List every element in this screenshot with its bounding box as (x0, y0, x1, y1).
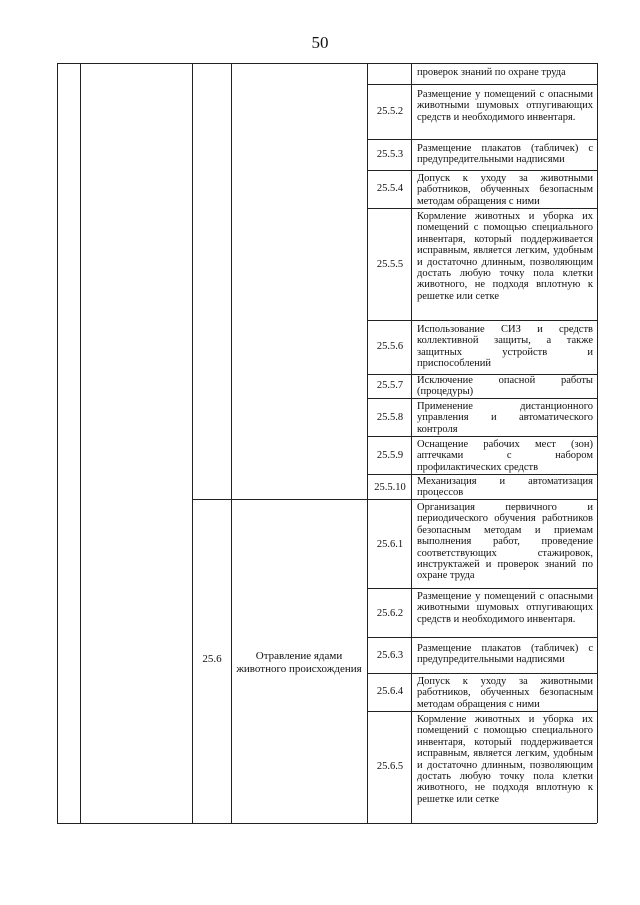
table-top-border (57, 63, 597, 64)
table-bottom-border (57, 823, 597, 824)
measure-text: Допуск к уходу за животными работников, обученных безопасным методам обращения с ними (417, 173, 593, 207)
measure-number: 25.5.7 (376, 380, 404, 391)
measure-number: 25.6.3 (376, 650, 404, 661)
measure-text: Оснащение рабочих мест (зон) аптечками с набором профилактических средств (417, 439, 593, 473)
row-border (367, 673, 597, 674)
measure-number: 25.5.3 (376, 149, 404, 160)
measure-text: Допуск к уходу за животными работников, обученных безопасным методам обращения с ними (417, 676, 593, 710)
measure-text: Размещение у помещений с опасными животными шумовых отпугивающих средств и необходимого инвентаря. (417, 591, 593, 625)
measure-text: проверок знаний по охране труда (417, 67, 566, 78)
measure-number: 25.5.2 (376, 106, 404, 117)
measure-number: 25.5.9 (376, 450, 404, 461)
page-number: 50 (311, 33, 329, 52)
row-border (367, 208, 597, 209)
row-border (367, 588, 597, 589)
measure-text: Размещение у помещений с опасными животными шумовых отпугивающих средств и необходимого инвентаря. (417, 89, 593, 123)
col-border (411, 63, 412, 823)
row-border (367, 139, 597, 140)
col-border (192, 63, 193, 823)
measure-number: 25.5.4 (376, 183, 404, 194)
measure-text: Кормление животных и уборка их помещений с помощью специального инвентаря, который поддерживается исправным, является легким, удобным и достаточно длинным, позволяющим достать любую точку пола клетки животного, не подходя вплотную к решетке или сетке (417, 211, 593, 302)
measure-text: Кормление животных и уборка их помещений с помощью специального инвентаря, который поддерживается исправным, является легким, удобным и достаточно длинным, позволяющим достать любую точку пола клетки животного, не подходя вплотную к решетке или сетке (417, 714, 593, 805)
measure-text: Организация первичного и периодического обучения работников безопасным методам и приемам выполнения работ, проведение соответствующих стажировок, инструктажей и проверок знаний по охране труда (417, 502, 593, 582)
col-border (57, 63, 58, 823)
row-border (367, 84, 597, 85)
row-border (367, 320, 597, 321)
row-border (367, 398, 597, 399)
measure-number: 25.6.4 (376, 686, 404, 697)
measure-number: 25.5.6 (376, 341, 404, 352)
section-title: Отравление ядами животного происхождения (236, 650, 362, 675)
measure-number: 25.5.5 (376, 259, 404, 270)
row-border (367, 436, 597, 437)
col-border (367, 63, 368, 823)
measure-number: 25.6.2 (376, 608, 404, 619)
measure-text: Размещение плакатов (табличек) с предупредительными надписями (417, 643, 593, 666)
measure-text: Использование СИЗ и средств коллективной защиты, а также защитных устройств и приспособлений (417, 324, 593, 370)
measure-text: Размещение плакатов (табличек) с предупредительными надписями (417, 143, 593, 166)
row-border (367, 474, 597, 475)
measure-text: Исключение опасной работы (процедуры) (417, 375, 593, 398)
section-border (192, 499, 597, 500)
section-number: 25.6 (202, 653, 222, 665)
row-border (367, 711, 597, 712)
row-border (367, 637, 597, 638)
col-border (597, 63, 598, 823)
col-border (231, 63, 232, 823)
measure-text: Механизация и автоматизация процессов (417, 476, 593, 499)
measure-text: Применение дистанционного управления и автоматического контроля (417, 401, 593, 435)
col-border (80, 63, 81, 823)
measure-number: 25.6.5 (376, 761, 404, 772)
measure-number: 25.5.10 (374, 482, 406, 493)
measure-number: 25.5.8 (376, 412, 404, 423)
row-border (367, 170, 597, 171)
measure-number: 25.6.1 (376, 539, 404, 550)
